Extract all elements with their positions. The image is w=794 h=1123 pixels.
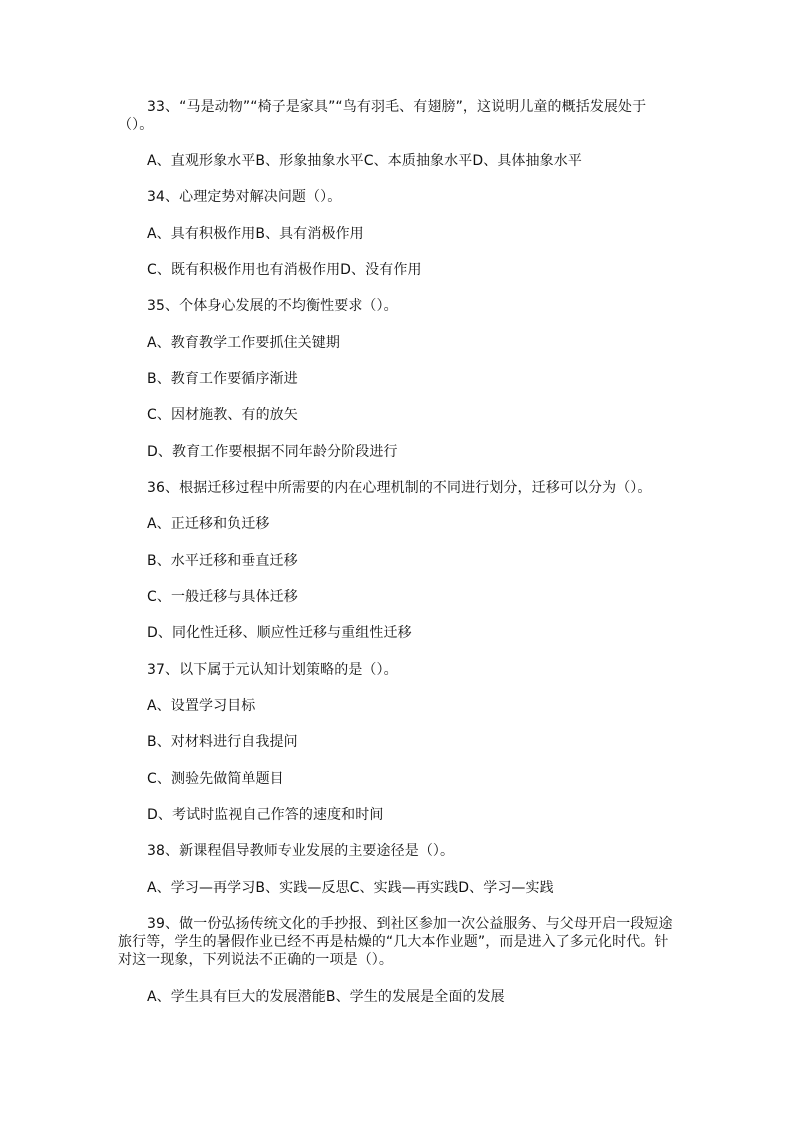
question-37-option-a: A、设置学习目标 (147, 698, 256, 714)
question-37-option-d: D、考试时监视自己作答的速度和时间 (147, 807, 384, 823)
question-35-option-a: A、教育教学工作要抓住关键期 (147, 335, 340, 351)
question-35-option-c: C、因材施教、有的放矢 (147, 407, 298, 423)
question-35-stem: 35、个体身心发展的不均衡性要求（）。 (147, 298, 398, 314)
question-36-option-d: D、同化性迁移、顺应性迁移与重组性迁移 (147, 625, 412, 641)
question-34-stem: 34、心理定势对解决问题（）。 (147, 189, 342, 205)
question-35-option-d: D、教育工作要根据不同年龄分阶段进行 (147, 444, 398, 460)
question-37-option-c: C、测验先做简单题目 (147, 771, 284, 787)
question-33-stem: 33、“马是动物”“椅子是家具”“鸟有羽毛、有翅膀”，这说明儿童的概括发展处于（）。 (118, 99, 647, 133)
question-36-option-b: B、水平迁移和垂直迁移 (147, 553, 298, 569)
question-39-options: A、学生具有巨大的发展潜能B、学生的发展是全面的发展 (147, 989, 505, 1005)
question-37-stem: 37、以下属于元认知计划策略的是（）。 (147, 662, 398, 678)
question-39-stem: 39、做一份弘扬传统文化的手抄报、到社区参加一次公益服务、与父母开启一段短途旅行等，学生的暑假作业已经不再是枯燥的“几大本作业题”，而是进入了多元化时代。针对这一现象，下列说法不正确的一项是（）。 (118, 916, 673, 968)
question-36-option-a: A、正迁移和负迁移 (147, 516, 270, 532)
question-38-options: A、学习—再学习B、实践—反思C、实践—再实践D、学习—实践 (147, 880, 554, 896)
question-34-option-ab: A、具有积极作用B、具有消极作用 (147, 226, 364, 242)
question-37-option-b: B、对材料进行自我提问 (147, 734, 298, 750)
question-36-stem: 36、根据迁移过程中所需要的内在心理机制的不同进行划分，迁移可以分为（）。 (147, 480, 652, 496)
question-34-option-cd: C、既有积极作用也有消极作用D、没有作用 (147, 262, 422, 278)
question-33-options: A、直观形象水平B、形象抽象水平C、本质抽象水平D、具体抽象水平 (147, 153, 582, 169)
question-38-stem: 38、新课程倡导教师专业发展的主要途径是（）。 (147, 843, 455, 859)
question-35-option-b: B、教育工作要循序渐进 (147, 371, 298, 387)
question-36-option-c: C、一般迁移与具体迁移 (147, 589, 298, 605)
